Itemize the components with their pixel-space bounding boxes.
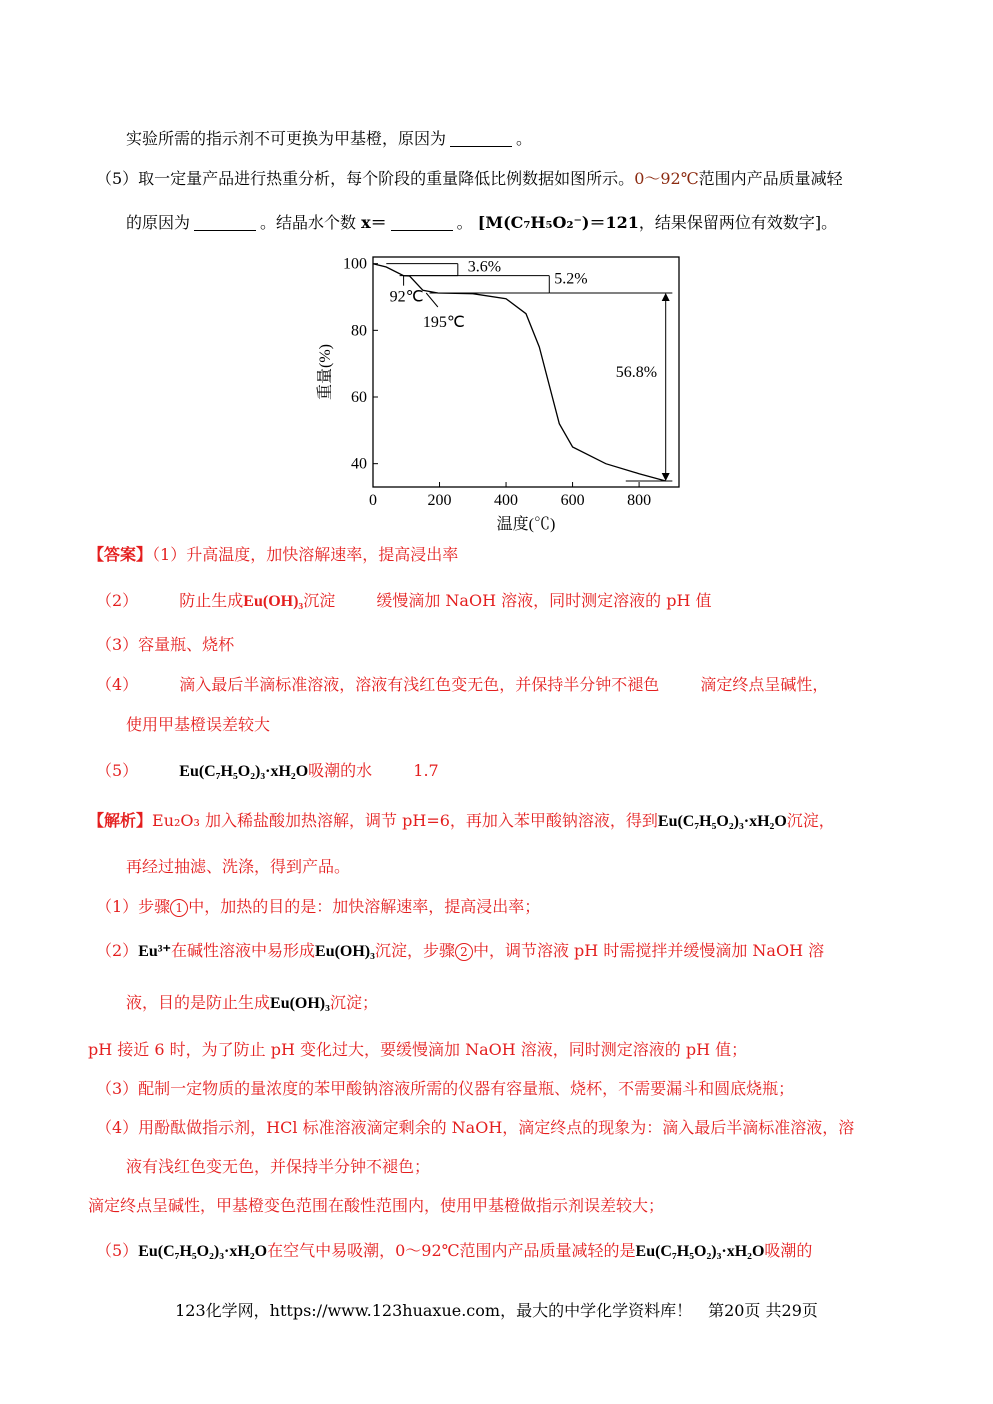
y-tick-label: 100 xyxy=(343,255,367,273)
label-3.6: 3.6% xyxy=(467,258,502,276)
label-92: 92℃ xyxy=(389,288,424,306)
page-footer: 123化学网，https://www.123huaxue.com，最大的中学化学资料库！ 第20页 共29页 xyxy=(175,1301,818,1320)
x-tick-label: 800 xyxy=(627,492,652,509)
answer-blank xyxy=(450,130,512,147)
answer-line-5: （5） Eu(C₇H₅O₂)₃·xH₂O吸潮的水 1.7 xyxy=(96,761,439,780)
analysis-line-6: pH 接近 6 时，为了防止 pH 变化过大，要缓慢滴加 NaOH 溶液，同时测定溶液的 pH 值； xyxy=(88,1040,748,1059)
label-195: 195℃ xyxy=(422,314,465,331)
q5-line2: 的原因为 。结晶水个数 x＝ 。 [M(C₇H₅O₂⁻)＝121，结果保留两位有效数字]。 xyxy=(126,213,838,232)
analysis-line-5: 液，目的是防止生成Eu(OH)₃沉淀； xyxy=(126,993,378,1012)
q5-line1: （5）取一定量产品进行热重分析，每个阶段的重量降低比例数据如图所示。0～92℃范围内产品质量减轻 xyxy=(96,169,843,188)
x-axis-label: 温度(℃) xyxy=(496,516,556,533)
answer-blank xyxy=(391,214,453,231)
analysis-line-9: 液有浅红色变无色，并保持半分钟不褪色； xyxy=(126,1157,431,1176)
label-5.2: 5.2% xyxy=(554,270,588,288)
step-2-mark: 2 xyxy=(455,943,473,961)
arrow-56.8-head-top xyxy=(662,293,670,301)
x-tick-label: 200 xyxy=(427,492,452,509)
q4-tail: 实验所需的指示剂不可更换为甲基橙，原因为 。 xyxy=(126,129,533,148)
x-tick-label: 600 xyxy=(560,492,585,509)
answer-line-1: 【答案】（1）升高温度，加快溶解速率，提高浸出率 xyxy=(88,545,459,564)
answer-line-2: （2） 防止生成Eu(OH)₃沉淀 缓慢滴加 NaOH 溶液，同时测定溶液的 pH 值 xyxy=(96,591,712,610)
analysis-line-11: （5）Eu(C₇H₅O₂)₃·xH₂O在空气中易吸潮，0～92℃范围内产品质量减轻的是Eu(C₇H₅O₂)₃·xH₂O吸潮的 xyxy=(96,1241,813,1260)
answer-line-3: （3）容量瓶、烧杯 xyxy=(96,635,235,654)
y-axis-label: 重量(%) xyxy=(317,344,334,400)
answer-line-4b: 使用甲基橙误差较大 xyxy=(126,715,271,734)
tga-chart xyxy=(0,245,993,545)
y-tick-label: 60 xyxy=(351,389,367,406)
x-tick-label: 0 xyxy=(369,492,377,509)
analysis-line-10: 滴定终点呈碱性，甲基橙变色范围在酸性范围内，使用甲基橙做指示剂误差较大； xyxy=(88,1196,665,1215)
label-56.8: 56.8% xyxy=(615,364,658,381)
answer-blank xyxy=(194,214,256,231)
analysis-line-8: （4）用酚酞做指示剂，HCl 标准溶液滴定剩余的 NaOH，滴定终点的现象为：滴入最后半滴标准溶液，溶 xyxy=(96,1118,855,1137)
y-tick-label: 80 xyxy=(351,322,367,340)
analysis-line-1: 【解析】Eu₂O₃ 加入稀盐酸加热溶解，调节 pH=6，再加入苯甲酸钠溶液，得到Eu(C₇H₅O₂)₃·xH₂O沉淀， xyxy=(88,811,835,830)
step-1-mark: 1 xyxy=(170,899,188,917)
analysis-line-2: 再经过抽滤、洗涤，得到产品。 xyxy=(126,857,351,876)
analysis-line-3: （1）步骤 1 中，加热的目的是：加快溶解速率，提高浸出率； xyxy=(96,897,541,916)
analysis-line-7: （3）配制一定物质的量浓度的苯甲酸钠溶液所需的仪器有容量瓶、烧杯，不需要漏斗和圆底烧瓶； xyxy=(96,1079,795,1098)
answer-line-4: （4） 滴入最后半滴标准溶液，溶液有浅红色变无色，并保持半分钟不褪色 滴定终点呈碱性， xyxy=(96,675,829,694)
y-tick-label: 40 xyxy=(351,455,367,473)
marker-195 xyxy=(426,293,438,307)
molar-mass-formula: [M(C₇H₅O₂⁻)＝121 xyxy=(477,213,639,232)
analysis-line-4: （2）Eu³⁺在碱性溶液中易形成Eu(OH)₃沉淀，步骤 2 中，调节溶液 pH 时需搅拌并缓慢滴加 NaOH 溶 xyxy=(96,941,825,960)
x-tick-label: 400 xyxy=(494,492,519,509)
